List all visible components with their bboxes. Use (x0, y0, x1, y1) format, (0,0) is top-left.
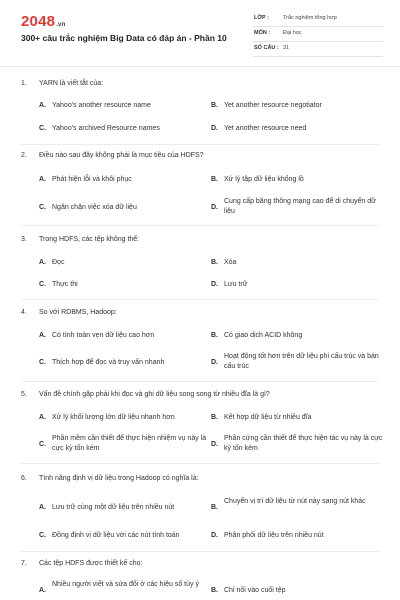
option-letter: D. (211, 441, 218, 448)
option-letter: A. (39, 587, 46, 594)
option-text: Phần cứng cần thiết để thực hiện tác vụ này là cực kỳ tốn kém (224, 435, 383, 453)
option-letter: C. (39, 359, 46, 366)
question-text: Vấn đề chính gặp phải khi đọc và ghi dữ liệu song song từ nhiều đĩa là gì? (39, 391, 270, 398)
option-letter: B. (211, 259, 218, 266)
meta-key: LỚP : (254, 15, 269, 21)
option-letter: C. (39, 441, 46, 448)
meta-value: 31 (283, 45, 290, 51)
option-letter: A. (39, 332, 46, 339)
question-number: 6. (21, 475, 27, 482)
meta-info (253, 12, 383, 57)
option-letter: C. (39, 204, 46, 211)
header-divider (0, 66, 400, 67)
option-text: Thích hợp để đọc và truy vấn nhanh (52, 359, 165, 366)
option-text: Lưu trữ cùng một dữ liệu trên nhiều nút (52, 504, 175, 511)
option-text: Kết hợp dữ liệu từ nhiều đĩa (224, 414, 312, 421)
option-letter: A. (39, 176, 46, 183)
option-text: Có tính toàn vẹn dữ liệu cao hơn (52, 332, 155, 339)
option-text: Lưu trữ (224, 281, 248, 288)
question-text: Tính năng định vị dữ liệu trong Hadoop có nghĩa là: (39, 475, 199, 482)
option-letter: D. (211, 359, 218, 366)
option-text: Xóa (224, 259, 237, 266)
document-title: 300+ câu trắc nghiệm Big Data có đáp án - Phần 10 (21, 33, 227, 43)
option-letter: B. (211, 587, 218, 594)
meta-row-subject (253, 27, 383, 42)
option-text: Có giao dịch ACID không (224, 332, 303, 339)
option-text: Hoạt động tốt hơn trên dữ liệu phi cấu trúc và bán cấu trúc (224, 353, 379, 371)
question-divider (21, 225, 379, 226)
question-number: 1. (21, 80, 27, 87)
question-divider (21, 381, 379, 382)
option-letter: B. (211, 332, 218, 339)
logo-tld: .vn (56, 22, 66, 28)
option-text: Chỉ nối vào cuối tệp (224, 587, 286, 594)
meta-key: MÔN : (254, 30, 271, 36)
option-letter: B. (211, 176, 218, 183)
option-text: Xử lý tập dữ liệu khổng lồ (224, 176, 304, 183)
page-header (0, 0, 400, 66)
option-text: Yet another resource need (224, 125, 307, 132)
question-number: 2. (21, 152, 27, 159)
question-divider (21, 551, 379, 552)
meta-value: Đại học (283, 30, 302, 36)
question-number: 7. (21, 560, 27, 567)
question-divider (21, 463, 379, 464)
question-text: Các tệp HDFS được thiết kế cho: (39, 560, 143, 567)
option-letter: D. (211, 204, 218, 211)
option-letter: D. (211, 532, 218, 539)
option-text: Yahoo's another resource name (52, 102, 151, 109)
question-number: 4. (21, 309, 27, 316)
option-letter: C. (39, 532, 46, 539)
option-text: Đồng định vị dữ liệu với các nút tính toán (52, 532, 180, 539)
option-text: Đọc (52, 259, 65, 266)
option-text: Cung cấp băng thông mạng cao để di chuyển dữ liệu (224, 198, 376, 216)
option-text: Nhiều người viết và sửa đổi ở các hiệu số tùy ý (52, 581, 199, 588)
option-letter: C. (39, 281, 46, 288)
meta-row-class (253, 12, 383, 27)
logo-text: 2048 (21, 13, 56, 30)
option-text: Phân phối dữ liệu trên nhiều nút (224, 532, 324, 539)
meta-key: SỐ CÂU : (254, 45, 279, 51)
question-number: 3. (21, 236, 27, 243)
option-letter: A. (39, 102, 46, 109)
option-letter: C. (39, 125, 46, 132)
option-text: Yahoo's archived Resource names (52, 125, 160, 132)
question-text: Điều nào sau đây không phải là mục tiêu của HDFS? (39, 152, 204, 159)
option-letter: B. (211, 504, 218, 511)
meta-row-count (253, 42, 383, 57)
question-number: 5. (21, 391, 27, 398)
option-letter: A. (39, 504, 46, 511)
option-text: Thực thi (52, 281, 78, 288)
question-divider (21, 144, 379, 145)
question-text: Trong HDFS, các tệp không thể: (39, 236, 140, 243)
option-text: Xử lý khối lượng lớn dữ liệu nhanh hơn (52, 414, 175, 421)
option-letter: B. (211, 414, 218, 421)
option-letter: B. (211, 102, 218, 109)
option-text: Phần mềm cần thiết để thực hiện nhiệm vụ này là cực kỳ tốn kém (52, 435, 207, 453)
option-letter: A. (39, 414, 46, 421)
option-text: Chuyển vị trí dữ liệu từ nút này sang nút khác (224, 498, 366, 505)
option-text: Phát hiện lỗi và khôi phục (52, 176, 132, 183)
option-text: Ngăn chặn việc xóa dữ liệu (52, 204, 137, 211)
option-letter: A. (39, 259, 46, 266)
option-letter: D. (211, 281, 218, 288)
meta-value: Trắc nghiệm tổng hợp (283, 15, 337, 21)
option-text: Yet another resource negotiator (224, 102, 322, 109)
site-logo[interactable] (21, 13, 65, 30)
question-text: YARN là viết tắt của: (39, 80, 104, 87)
question-divider (21, 299, 379, 300)
question-text: So với RDBMS, Hadoop: (39, 309, 117, 316)
option-letter: D. (211, 125, 218, 132)
